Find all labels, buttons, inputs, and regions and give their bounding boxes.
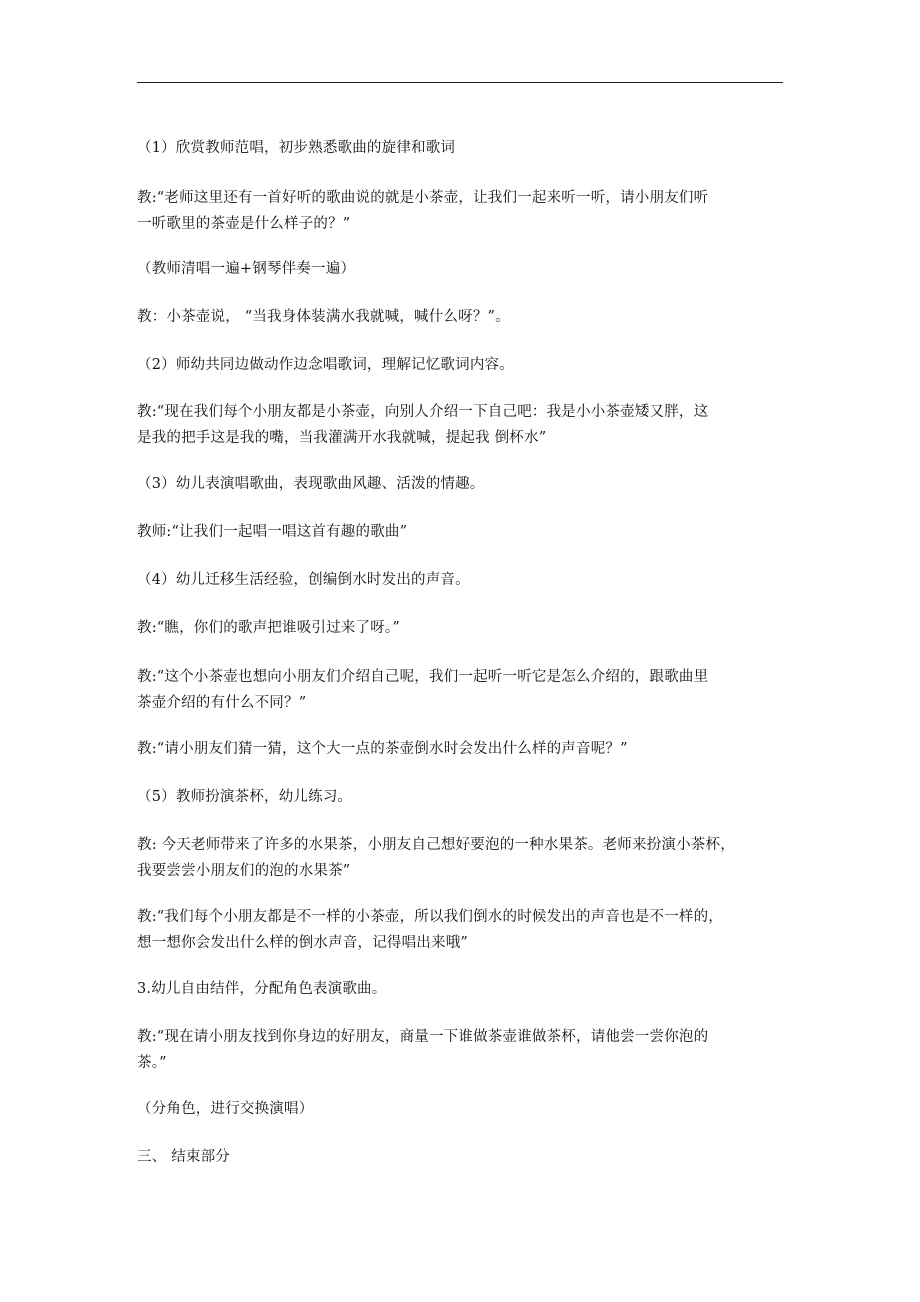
- paragraph-9: [137, 567, 787, 593]
- paragraph-line: 教：小茶壶说， “当我身体装满水我就喊，喊什么呀？”。: [137, 309, 510, 325]
- paragraph-10: [137, 615, 787, 641]
- paragraph-line: 教:“现在请小朋友找到你身边的好朋友，商量一下谁做茶壶谁做茶杯，请他尝一尝你泡的: [137, 1029, 709, 1045]
- paragraph-7: [137, 471, 787, 497]
- paragraph-line: 想一想你会发出什么样的倒水声音，记得唱出来哦”: [137, 935, 469, 951]
- paragraph-2: [137, 185, 787, 237]
- paragraph-6: [137, 399, 787, 451]
- paragraph-line: 教: 今天老师带来了许多的水果茶，小朋友自己想好要泡的一种水果茶。老师来扮演小茶杯，: [137, 837, 735, 853]
- paragraph-line: 教师:“让我们一起唱一唱这首有趣的歌曲”: [137, 524, 408, 540]
- paragraph-line: （3）幼儿表演唱歌曲，表现歌曲风趣、活泼的情趣。: [137, 476, 485, 492]
- paragraph-8: [137, 519, 787, 545]
- paragraph-17: [137, 1024, 787, 1076]
- paragraph-3: [137, 256, 787, 282]
- paragraph-14: [137, 832, 787, 884]
- paragraph-line: （教师清唱一遍+钢琴伴奏一遍）: [137, 261, 356, 277]
- paragraph-line: 教:“请小朋友们猜一猜，这个大一点的茶壶倒水时会发出什么样的声音呢？”: [137, 741, 628, 757]
- paragraph-4: [137, 304, 787, 330]
- paragraph-1: [137, 135, 787, 161]
- paragraph-line: 茶。”: [137, 1055, 167, 1071]
- paragraph-line: （2）师幼共同边做动作边念唱歌词，理解记忆歌词内容。: [137, 357, 514, 373]
- paragraph-12: [137, 736, 787, 762]
- paragraph-line: （分角色，进行交换演唱）: [137, 1101, 314, 1117]
- paragraph-line: 教:“现在我们每个小朋友都是小茶壶，向别人介绍一下自己吧：我是小小茶壶矮又胖，这: [137, 404, 709, 420]
- paragraph-line: 教:“瞧，你们的歌声把谁吸引过来了呀。”: [137, 620, 400, 636]
- paragraph-line: （4）幼儿迁移生活经验，创编倒水时发出的声音。: [137, 572, 470, 588]
- paragraph-16: [137, 976, 787, 1002]
- header-rule: [137, 82, 783, 83]
- paragraph-15: [137, 904, 787, 956]
- paragraph-11: [137, 664, 787, 716]
- paragraph-13: [137, 784, 787, 810]
- paragraph-line: 三、 结束部分: [137, 1149, 231, 1165]
- paragraph-line: 3.幼儿自由结伴，分配角色表演歌曲。: [137, 981, 387, 997]
- paragraph-line: 教:“老师这里还有一首好听的歌曲说的就是小茶壶，让我们一起来听一听，请小朋友们听: [137, 190, 709, 206]
- paragraph-line: 教:“我们每个小朋友都是不一样的小茶壶，所以我们倒水的时候发出的声音也是不一样的，: [137, 909, 723, 925]
- paragraph-line: 一听歌里的茶壶是什么样子的？”: [137, 216, 351, 232]
- paragraph-18: [137, 1096, 787, 1122]
- paragraph-line: 我要尝尝小朋友们的泡的水果茶”: [137, 863, 351, 879]
- section-heading: [137, 1144, 787, 1170]
- paragraph-line: 教:“这个小茶壶也想向小朋友们介绍自己呢，我们一起听一听它是怎么介绍的，跟歌曲里: [137, 669, 709, 685]
- paragraph-line: 茶壶介绍的有什么不同？”: [137, 695, 307, 711]
- paragraph-line: 是我的把手这是我的嘴，当我灌满开水我就喊，提起我 倒杯水”: [137, 430, 547, 446]
- paragraph-line: （1）欣赏教师范唱，初步熟悉歌曲的旋律和歌词: [137, 140, 456, 156]
- paragraph-line: （5）教师扮演茶杯，幼儿练习。: [137, 789, 353, 805]
- paragraph-5: [137, 352, 787, 378]
